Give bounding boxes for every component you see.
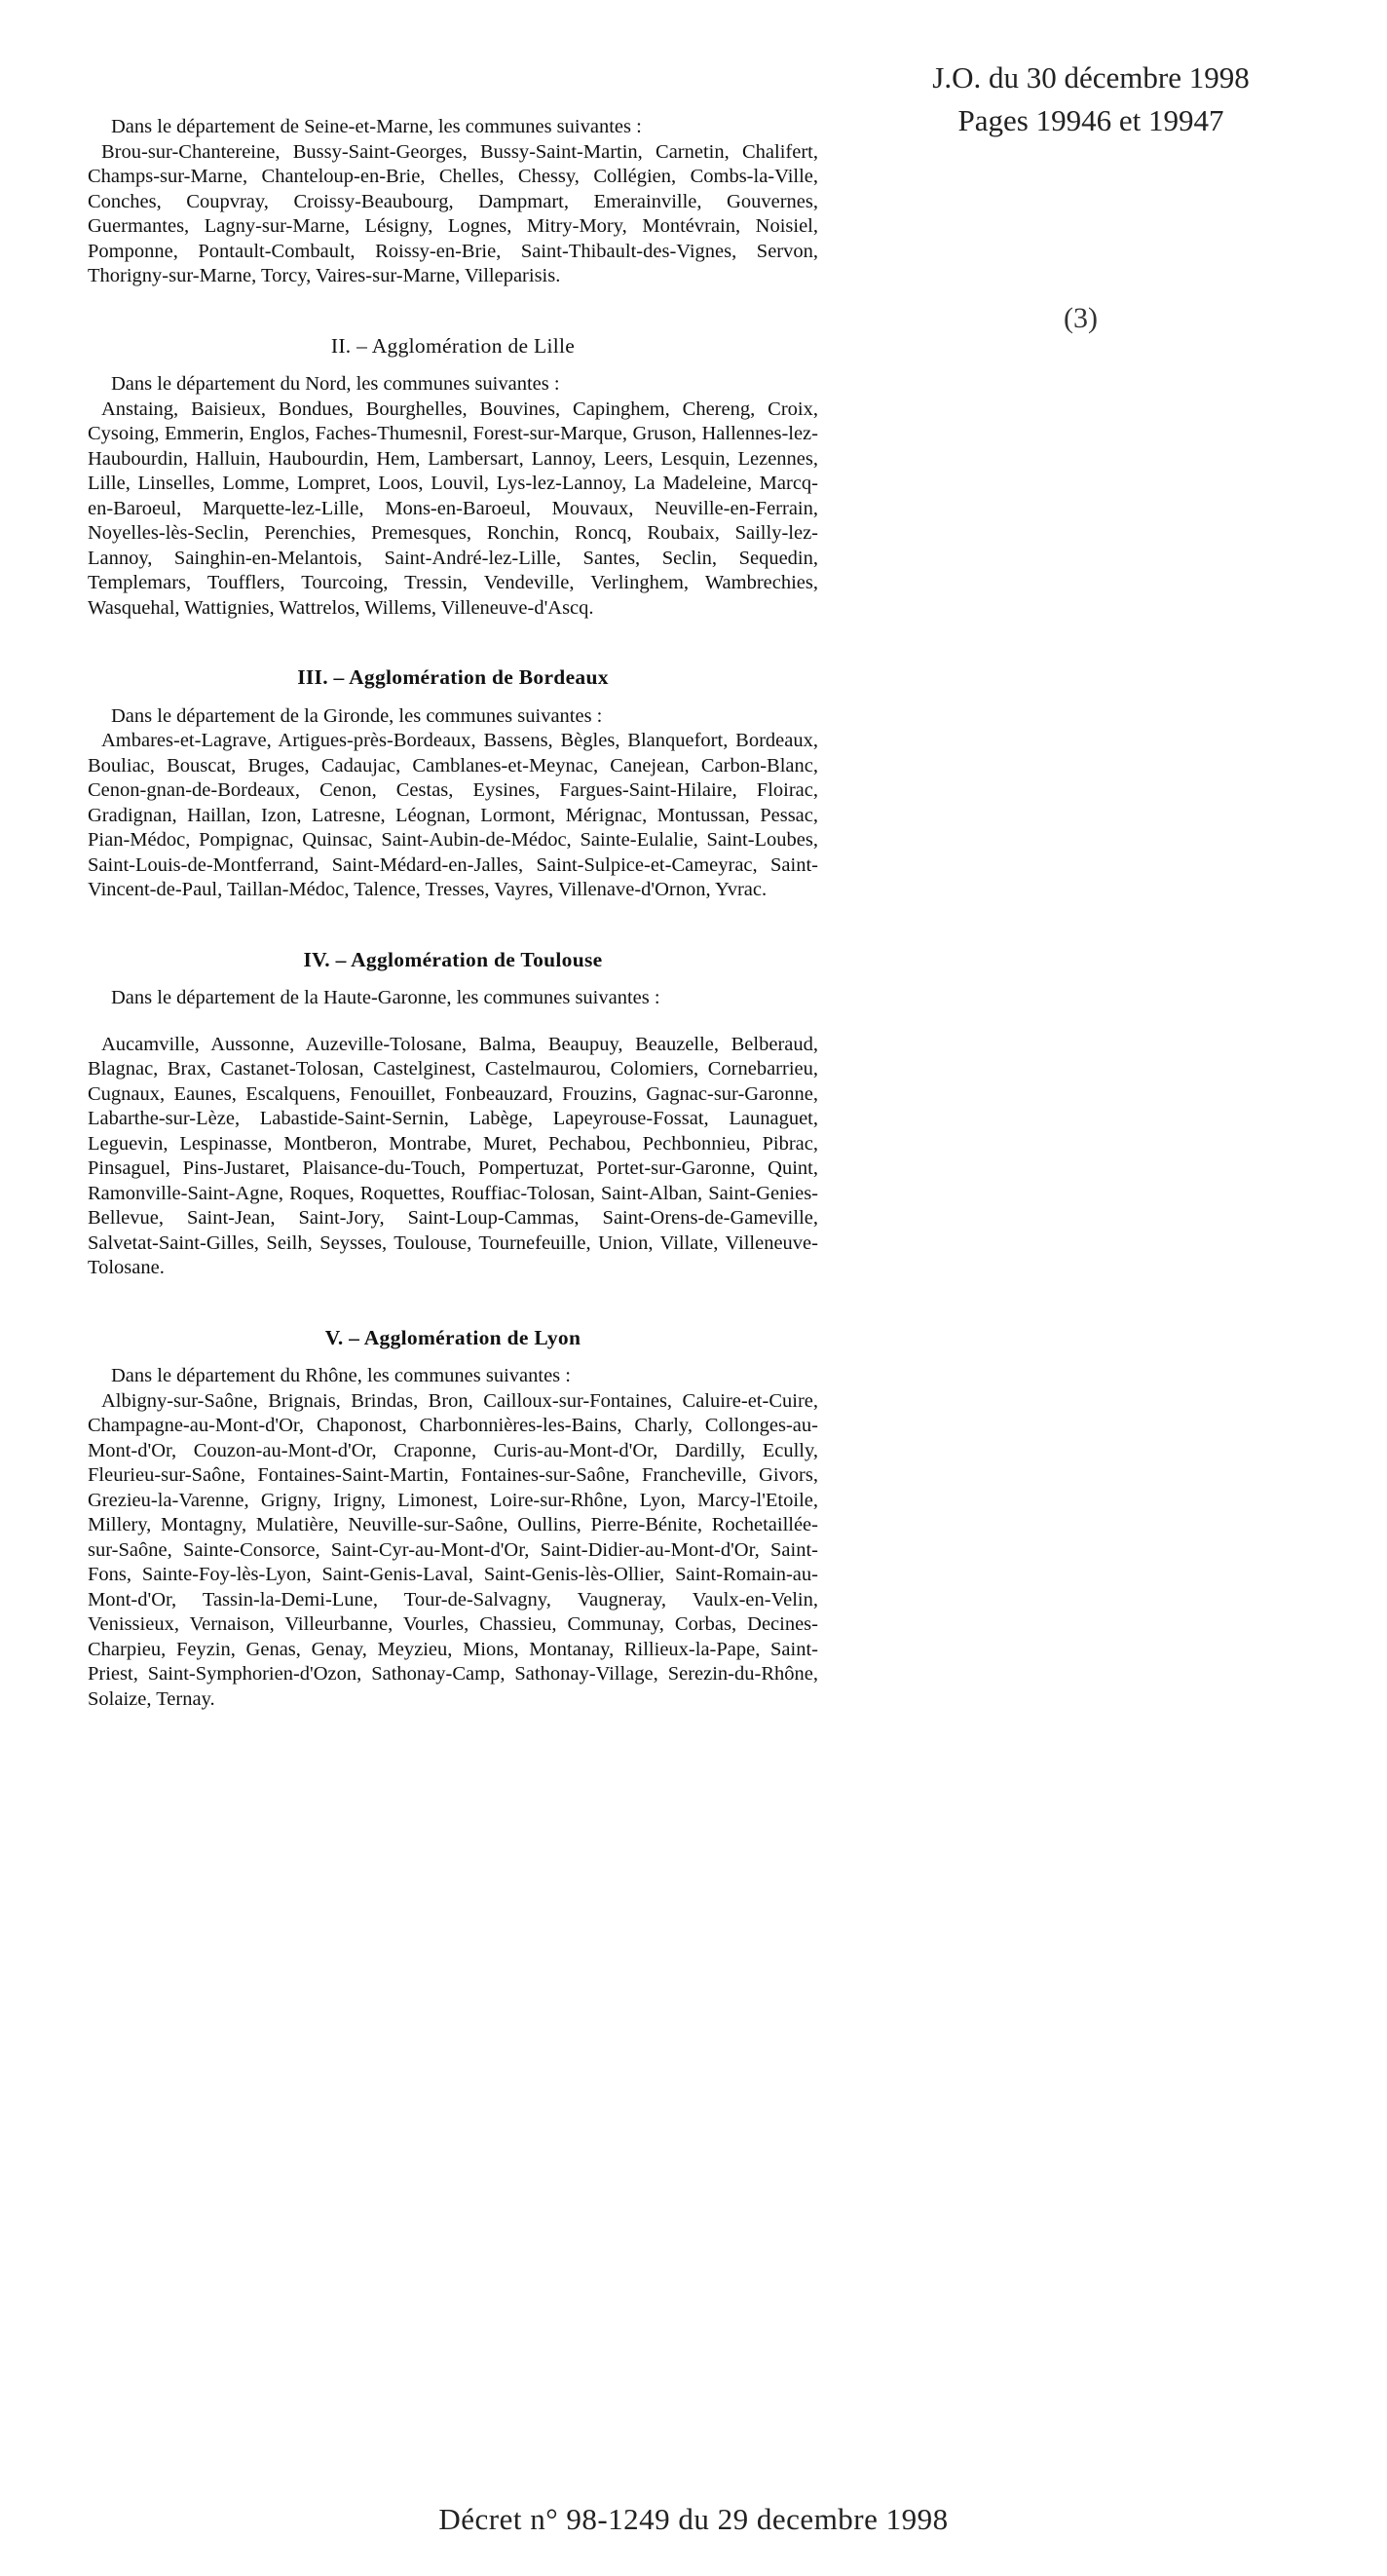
lyon-communes: Albigny-sur-Saône, Brignais, Brindas, Bron, Cailloux-sur-Fontaines, Caluire-et-Cuire, Champagne-au-Mont-d'Or, Chaponost, Charbonnières-les-Bains, Charly, Collonges-au-Mont-d'Or, Couzon-au-Mont-d'Or, Craponne, Curis-au-Mont-d'Or, Dardilly, Ecully, Fleurieu-sur-Saône, Fontaines-Saint-Martin, Fontaines-sur-Saône, Francheville, Givors, Grezieu-la-Varenne, Grigny, Irigny, Limonest, Loire-sur-Rhône, Lyon, Marcy-l'Etoile, Millery, Montagny, Mulatière, Neuville-sur-Saône, Oullins, Pierre-Bénite, Rochetaillée-sur-Saône, Sainte-Consorce, Saint-Cyr-au-Mont-d'Or, Saint-Didier-au-Mont-d'Or, Saint-Fons, Sainte-Foy-lès-Lyon, Saint-Genis-Laval, Saint-Genis-lès-Ollier, Saint-Romain-au-Mont-d'Or, Tassin-la-Demi-Lune, Tour-de-Salvagny, Vaugneray, Vaulx-en-Velin, Venissieux, Vernaison, Villeurbanne, Vourles, Chassieu, Communay, Corbas, Decines-Charpieu, Feyzin, Genas, Genay, Meyzieu, Mions, Montanay, Rillieux-la-Pape, Saint-Priest, Saint-Symphorien-d'Ozon, Sathonay-Camp, Sathonay-Village, Serezin-du-Rhône, Solaize, Ternay. [88,1389,818,1710]
decree-reference: Décret n° 98-1249 du 29 decembre 1998 [438,2502,949,2536]
lille-intro: Dans le département du Nord, les communes suivantes : [111,373,560,395]
lyon-heading: V. – Agglomération de Lyon [324,1325,581,1349]
journal-date-line: J.O. du 30 décembre 1998 [932,60,1250,95]
journal-pages-line: Pages 19946 et 19947 [957,103,1224,137]
paris-intro: Dans le département de Seine-et-Marne, les communes suivantes : [111,116,642,137]
paris-communes: Brou-sur-Chantereine, Bussy-Saint-Georges, Bussy-Saint-Martin, Carnetin, Chalifert, Champs-sur-Marne, Chanteloup-en-Brie, Chelles, Chessy, Collégien, Combs-la-Ville, Conches, Coupvray, Croissy-Beaubourg, Dampmart, Emerainville, Gouvernes, Guermantes, Lagny-sur-Marne, Lésigny, Lognes, Mitry-Mory, Montévrain, Noisiel, Pomponne, Pontault-Combault, Roissy-en-Brie, Saint-Thibault-des-Vignes, Servon, Thorigny-sur-Marne, Torcy, Vaires-sur-Marne, Villeparisis. [88,140,818,286]
toulouse-communes: Aucamville, Aussonne, Auzeville-Tolosane, Balma, Beaupuy, Beauzelle, Belberaud, Blagnac, Brax, Castanet-Tolosan, Castelginest, Castelmaurou, Colomiers, Cornebarrieu, Cugnaux, Eaunes, Escalquens, Fenouillet, Fonbeauzard, Frouzins, Gagnac-sur-Garonne, Labarthe-sur-Lèze, Labastide-Saint-Sernin, Labège, Lapeyrouse-Fossat, Launaguet, Leguevin, Lespinasse, Montberon, Montrabe, Muret, Pechabou, Pechbonnieu, Pibrac, Pinsaguel, Pins-Justaret, Plaisance-du-Touch, Pompertuzat, Portet-sur-Garonne, Quint, Ramonville-Saint-Agne, Roques, Roquettes, Rouffiac-Tolosan, Saint-Alban, Saint-Genies-Bellevue, Saint-Jean, Saint-Jory, Saint-Loup-Cammas, Saint-Orens-de-Gameville, Salvetat-Saint-Gilles, Seilh, Seysses, Toulouse, Tournefeuille, Union, Villate, Villeneuve-Tolosane. [88,1033,818,1278]
bordeaux-heading: III. – Agglomération de Bordeaux [297,665,609,689]
lille-communes: Anstaing, Baisieux, Bondues, Bourghelles, Bouvines, Capinghem, Chereng, Croix, Cysoing, Emmerin, Englos, Faches-Thumesnil, Forest-sur-Marque, Gruson, Hallennes-lez-Haubourdin, Halluin, Haubourdin, Hem, Lambersart, Lannoy, Leers, Lesquin, Lezennes, Lille, Linselles, Lomme, Lompret, Loos, Louvil, Lys-lez-Lannoy, La Madeleine, Marcq-en-Baroeul, Marquette-lez-Lille, Mons-en-Baroeul, Mouvaux, Neuville-en-Ferrain, Noyelles-lès-Seclin, Perenchies, Premesques, Ronchin, Roncq, Roubaix, Sailly-lez-Lannoy, Sainghin-en-Melantois, Saint-André-lez-Lille, Santes, Seclin, Sequedin, Templemars, Toufflers, Tourcoing, Tressin, Vendeville, Verlinghem, Wambrechies, Wasquehal, Wattignies, Wattrelos, Willems, Villeneuve-d'Ascq. [88,398,818,619]
page-marker: (3) [1064,302,1098,334]
lyon-intro: Dans le département du Rhône, les communes suivantes : [111,1365,571,1386]
journal-reference [881,57,1300,142]
bordeaux-intro: Dans le département de la Gironde, les communes suivantes : [111,704,603,727]
bordeaux-communes: Ambares-et-Lagrave, Artigues-près-Bordeaux, Bassens, Bègles, Blanquefort, Bordeaux, Bouliac, Bouscat, Bruges, Cadaujac, Camblanes-et-Meynac, Canejean, Carbon-Blanc, Cenon-gnan-de-Bordeaux, Cenon, Cestas, Eysines, Fargues-Saint-Hilaire, Floirac, Gradignan, Haillan, Izon, Latresne, Léognan, Lormont, Mérignac, Montussan, Pessac, Pian-Médoc, Pompignac, Quinsac, Saint-Aubin-de-Médoc, Sainte-Eulalie, Saint-Loubes, Saint-Louis-de-Montferrand, Saint-Médard-en-Jalles, Saint-Sulpice-et-Cameyrac, Saint-Vincent-de-Paul, Taillan-Médoc, Talence, Tresses, Vayres, Villenave-d'Ornon, Yvrac. [88,730,818,900]
document-column [88,115,818,1712]
toulouse-intro: Dans le département de la Haute-Garonne, les communes suivantes : [111,987,660,1008]
toulouse-heading: IV. – Agglomération de Toulouse [303,947,603,971]
lille-heading: II. – Agglomération de Lille [330,333,576,358]
